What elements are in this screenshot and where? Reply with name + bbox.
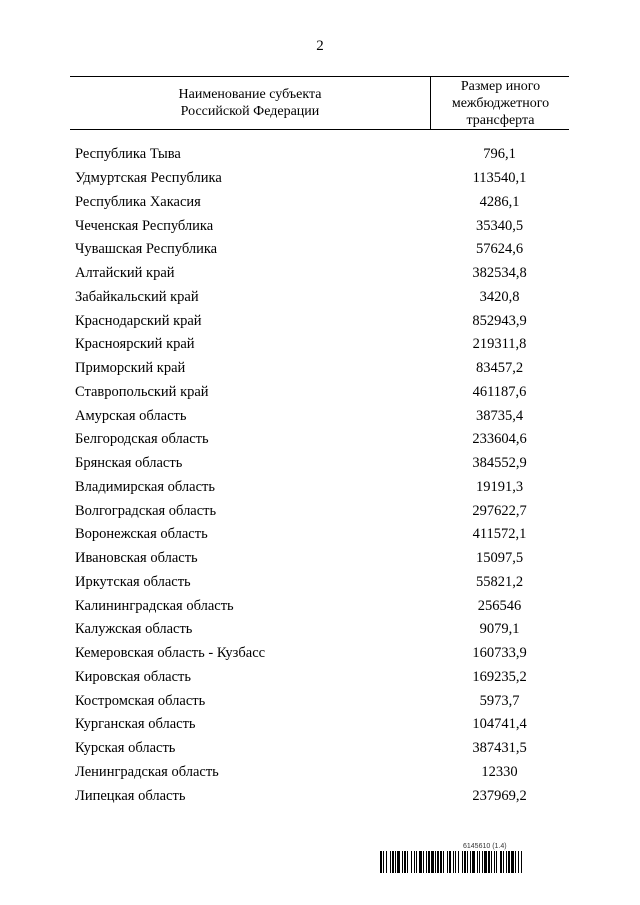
transfer-amount: 5973,7	[479, 692, 520, 709]
subject-name: Кемеровская область - Кузбасс	[75, 645, 266, 662]
barcode-icon	[380, 851, 588, 873]
transfer-amount: 35340,5	[475, 217, 524, 234]
table-row	[75, 333, 569, 357]
subject-name: Республика Тыва	[75, 146, 181, 163]
transfer-amount: 297622,7	[472, 502, 527, 519]
subject-name: Амурская область	[75, 407, 187, 424]
transfer-amount: 57624,6	[475, 241, 524, 258]
subject-name: Кировская область	[75, 668, 192, 685]
subject-name: Забайкальский край	[75, 288, 199, 305]
transfer-amount: 852943,9	[472, 312, 527, 329]
table-row	[75, 523, 569, 547]
subject-name: Ленинградская область	[75, 763, 219, 780]
table-row	[75, 737, 569, 761]
transfer-amount: 233604,6	[472, 431, 527, 448]
page-number: 2	[316, 38, 324, 54]
table-row	[75, 143, 569, 167]
subject-name: Курганская область	[75, 716, 196, 733]
subject-name: Чеченская Республика	[75, 217, 214, 234]
table-row	[75, 666, 569, 690]
transfer-amount: 3420,8	[479, 288, 520, 305]
transfer-amount: 113540,1	[472, 170, 527, 187]
table-header	[70, 76, 569, 130]
subject-name: Калининградская область	[75, 597, 234, 614]
table-row	[75, 499, 569, 523]
transfer-amount: 83457,2	[475, 360, 524, 377]
table-row	[75, 191, 569, 215]
table-row	[75, 476, 569, 500]
transfer-amount: 55821,2	[475, 573, 524, 590]
transfer-amount: 387431,5	[472, 740, 527, 757]
subject-name: Волгоградская область	[75, 502, 217, 519]
transfer-amount: 38735,4	[475, 407, 524, 424]
transfer-amount: 169235,2	[472, 668, 527, 685]
table-row	[75, 428, 569, 452]
column-header-subject-name: Наименование субъекта Российской Федерации	[178, 87, 322, 119]
transfer-amount: 461187,6	[472, 383, 527, 400]
table-row	[75, 167, 569, 191]
table-row	[75, 381, 569, 405]
table-row	[75, 689, 569, 713]
table-row	[75, 784, 569, 808]
table-row	[75, 594, 569, 618]
subject-name: Курская область	[75, 740, 176, 757]
table-row	[75, 642, 569, 666]
table-row	[75, 761, 569, 785]
transfer-amount: 219311,8	[472, 336, 527, 353]
subject-name: Белгородская область	[75, 431, 209, 448]
table-row	[75, 309, 569, 333]
subject-name: Владимирская область	[75, 478, 215, 495]
table-row	[75, 571, 569, 595]
table-body	[75, 143, 569, 808]
subject-name: Иркутская область	[75, 573, 191, 590]
subject-name: Приморский край	[75, 360, 186, 377]
table-row	[75, 286, 569, 310]
transfer-amount: 19191,3	[475, 478, 524, 495]
transfer-amount: 256546	[477, 597, 522, 614]
table-row	[75, 618, 569, 642]
table-row	[75, 238, 569, 262]
table-row	[75, 452, 569, 476]
subject-name: Красноярский край	[75, 336, 195, 353]
table-row	[75, 357, 569, 381]
transfer-amount: 104741,4	[472, 716, 527, 733]
subject-name: Ставропольский край	[75, 383, 209, 400]
transfer-amount: 384552,9	[472, 455, 527, 472]
transfer-amount: 160733,9	[472, 645, 527, 662]
table-row	[75, 547, 569, 571]
subject-name: Костромская область	[75, 692, 206, 709]
transfer-amount: 796,1	[483, 146, 516, 163]
subject-name: Ивановская область	[75, 550, 198, 567]
subject-name: Удмуртская Республика	[75, 170, 222, 187]
transfer-amount: 411572,1	[472, 526, 527, 543]
barcode-label: 6145610 (1.4)	[463, 843, 507, 850]
table-row	[75, 214, 569, 238]
table-row	[75, 713, 569, 737]
subject-name: Республика Хакасия	[75, 193, 201, 210]
subject-name: Калужская область	[75, 621, 193, 638]
transfer-amount: 9079,1	[479, 621, 520, 638]
subject-name: Краснодарский край	[75, 312, 202, 329]
subject-name: Чувашская Республика	[75, 241, 218, 258]
table-row	[75, 262, 569, 286]
table-row	[75, 404, 569, 428]
subject-name: Воронежская область	[75, 526, 208, 543]
column-header-transfer-amount: Размер иного межбюджетного трансферта	[430, 77, 570, 129]
transfer-amount: 382534,8	[472, 265, 527, 282]
transfer-amount: 237969,2	[472, 787, 527, 804]
subject-name: Брянская область	[75, 455, 183, 472]
subject-name: Алтайский край	[75, 265, 175, 282]
transfer-amount: 4286,1	[479, 193, 520, 210]
transfer-amount: 12330	[481, 763, 518, 780]
subject-name: Липецкая область	[75, 787, 186, 804]
transfer-amount: 15097,5	[475, 550, 524, 567]
